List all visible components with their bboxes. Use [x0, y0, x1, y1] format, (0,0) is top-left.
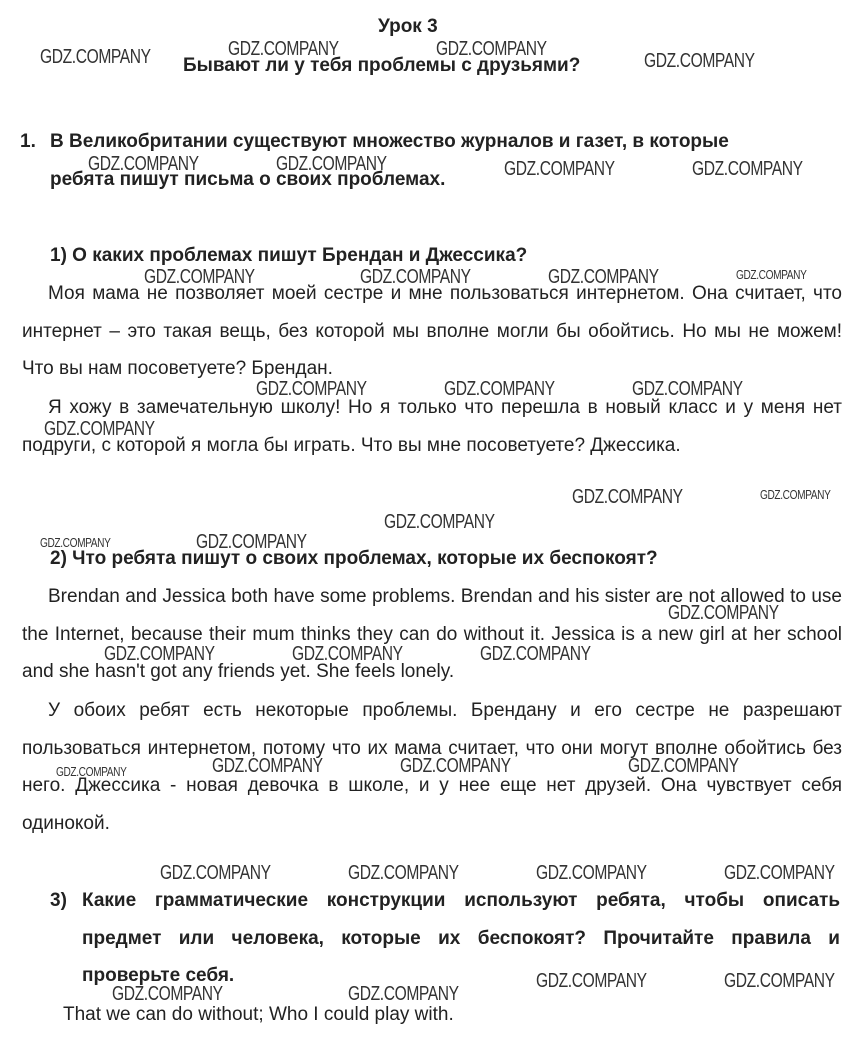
- watermark: GDZ.COMPANY: [104, 643, 215, 665]
- answer-english: Brendan and Jessica both have some problems. Brendan and his sister are not allowed to use the Internet, because their mum thinks they can do without it. Jessica is a new girl at her school and she hasn't got any friends yet. She feels lonely.: [22, 586, 842, 682]
- question-3-number: 3): [50, 890, 67, 911]
- watermark: GDZ.COMPANY: [536, 970, 647, 992]
- watermark: GDZ.COMPANY: [668, 602, 779, 624]
- watermark: GDZ.COMPANY: [644, 50, 755, 72]
- watermark: GDZ.COMPANY: [400, 755, 511, 777]
- page-title: Бывают ли у тебя проблемы с друзьями?: [183, 55, 581, 76]
- watermark: GDZ.COMPANY: [292, 643, 403, 665]
- watermark: GDZ.COMPANY: [228, 38, 339, 60]
- jessica-letter: Я хожу в замечательную школу! Но я только что перешла в новый класс и у меня нет подруги, с которой я могла бы играть. Что вы мне посоветуете? Джессика.: [22, 397, 842, 456]
- watermark: GDZ.COMPANY: [444, 378, 555, 400]
- watermark: GDZ.COMPANY: [628, 755, 739, 777]
- question-2-heading: 2) Что ребята пишут о своих проблемах, которые их беспокоят?: [50, 548, 658, 569]
- question-3-answer: That we can do without; Who I could play with.: [63, 1004, 454, 1025]
- question-3-heading: Какие грамматические конструкции используют ребята, чтобы описать предмет или человека, которые их беспокоят? Прочитайте правила и проверьте себя.: [82, 890, 840, 986]
- watermark: GDZ.COMPANY: [256, 378, 367, 400]
- answer-russian: У обоих ребят есть некоторые проблемы. Брендану и его сестре не разрешают пользоваться интернетом, потому что их мама считает, что они могут вполне обойтись без него. Джессика - новая девочка в школе, и у нее еще нет друзей. Она чувствует себя одинокой.: [22, 700, 842, 834]
- brendan-letter: Моя мама не позволяет моей сестре и мне пользоваться интернетом. Она считает, что интернет – это такая вещь, без которой мы вполне могли бы обойтись. Но мы не можем! Что вы нам посоветуете? Брендан.: [22, 283, 842, 379]
- watermark: GDZ.COMPANY: [548, 266, 659, 288]
- watermark: GDZ.COMPANY: [480, 643, 591, 665]
- watermark: GDZ.COMPANY: [724, 862, 835, 884]
- question-1-heading: 1) О каких проблемах пишут Брендан и Джессика?: [50, 245, 528, 266]
- watermark: GDZ.COMPANY: [692, 158, 803, 180]
- task-text-line2: ребята пишут письма о своих проблемах.: [50, 169, 446, 190]
- watermark: GDZ.COMPANY: [724, 970, 835, 992]
- watermark: GDZ.COMPANY: [144, 266, 255, 288]
- watermark: GDZ.COMPANY: [384, 511, 495, 533]
- watermark: GDZ.COMPANY: [40, 46, 151, 68]
- watermark: GDZ.COMPANY: [276, 153, 387, 175]
- watermark: GDZ.COMPANY: [760, 487, 831, 502]
- watermark: GDZ.COMPANY: [348, 862, 459, 884]
- watermark: GDZ.COMPANY: [160, 862, 271, 884]
- watermark: GDZ.COMPANY: [88, 153, 199, 175]
- watermark: GDZ.COMPANY: [736, 267, 807, 282]
- watermark: GDZ.COMPANY: [44, 418, 155, 440]
- watermark: GDZ.COMPANY: [112, 983, 223, 1005]
- watermark: GDZ.COMPANY: [436, 38, 547, 60]
- task-number: 1.: [20, 131, 36, 152]
- watermark: GDZ.COMPANY: [504, 158, 615, 180]
- watermark: GDZ.COMPANY: [348, 983, 459, 1005]
- watermark: GDZ.COMPANY: [536, 862, 647, 884]
- watermark: GDZ.COMPANY: [572, 486, 683, 508]
- watermark: GDZ.COMPANY: [360, 266, 471, 288]
- lesson-number: Урок 3: [378, 16, 438, 37]
- task-text-line1: В Великобритании существуют множество журналов и газет, в которые: [50, 131, 729, 152]
- watermark: GDZ.COMPANY: [212, 755, 323, 777]
- watermark: GDZ.COMPANY: [196, 531, 307, 553]
- watermark: GDZ.COMPANY: [632, 378, 743, 400]
- watermark: GDZ.COMPANY: [40, 535, 111, 550]
- watermark: GDZ.COMPANY: [56, 764, 127, 779]
